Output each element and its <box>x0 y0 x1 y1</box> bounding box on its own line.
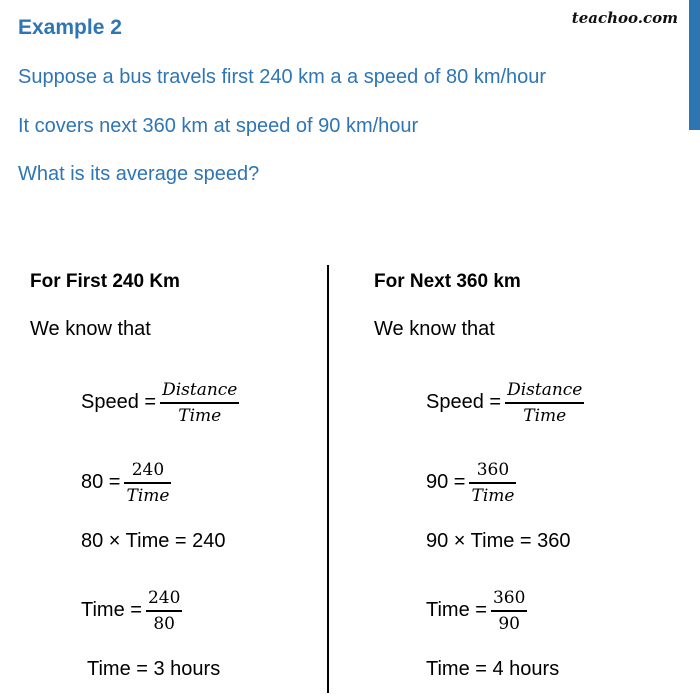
right-eq3-numerator: 360 <box>492 588 526 608</box>
left-eq1-fraction <box>124 458 171 508</box>
right-eq3-lhs: Time = <box>426 599 487 622</box>
left-speed-formula <box>81 378 239 428</box>
right-speed-fraction <box>505 378 584 428</box>
left-eq1-denominator: Time <box>126 485 170 506</box>
right-eq1-denominator: Time <box>471 485 515 506</box>
left-heading: For First 240 Km <box>30 271 180 292</box>
right-heading: For Next 360 km <box>374 271 521 292</box>
right-speed-numerator: Distance <box>507 380 583 400</box>
left-eq3-lhs: Time = <box>81 599 142 622</box>
right-speed-formula <box>426 378 584 428</box>
left-speed-denominator: Time <box>178 405 222 426</box>
right-eq3-fraction <box>491 586 527 636</box>
left-eq2: 80 × Time = 240 <box>81 530 226 552</box>
teachoo-logo: teachoo.com <box>571 9 678 27</box>
left-result: Time = 3 hours <box>87 658 221 680</box>
question-line-3: What is its average speed? <box>18 163 260 185</box>
right-intro: We know that <box>374 318 495 340</box>
left-eq1 <box>81 458 171 508</box>
example-title: Example 2 <box>18 16 122 39</box>
left-speed-label: Speed = <box>81 391 157 414</box>
right-eq1 <box>426 458 516 508</box>
left-speed-fraction <box>160 378 239 428</box>
left-eq3 <box>81 586 182 636</box>
left-speed-numerator: Distance <box>162 380 238 400</box>
left-eq1-numerator: 240 <box>131 460 165 480</box>
right-eq1-lhs: 90 = <box>426 471 466 494</box>
right-eq2: 90 × Time = 360 <box>426 530 571 552</box>
column-divider <box>327 265 329 693</box>
right-eq1-fraction <box>469 458 516 508</box>
left-eq1-lhs: 80 = <box>81 471 121 494</box>
right-speed-label: Speed = <box>426 391 502 414</box>
right-eq1-numerator: 360 <box>476 460 510 480</box>
left-intro: We know that <box>30 318 151 340</box>
right-eq3 <box>426 586 527 636</box>
right-speed-denominator: Time <box>523 405 567 426</box>
right-result: Time = 4 hours <box>426 658 560 680</box>
right-eq3-denominator: 90 <box>498 613 520 634</box>
left-eq3-denominator: 80 <box>153 613 175 634</box>
left-eq3-numerator: 240 <box>147 588 181 608</box>
question-line-1: Suppose a bus travels first 240 km a a speed of 80 km/hour <box>18 66 547 88</box>
scrollbar[interactable] <box>689 0 700 130</box>
question-line-2: It covers next 360 km at speed of 90 km/hour <box>18 115 419 137</box>
left-eq3-fraction <box>146 586 182 636</box>
